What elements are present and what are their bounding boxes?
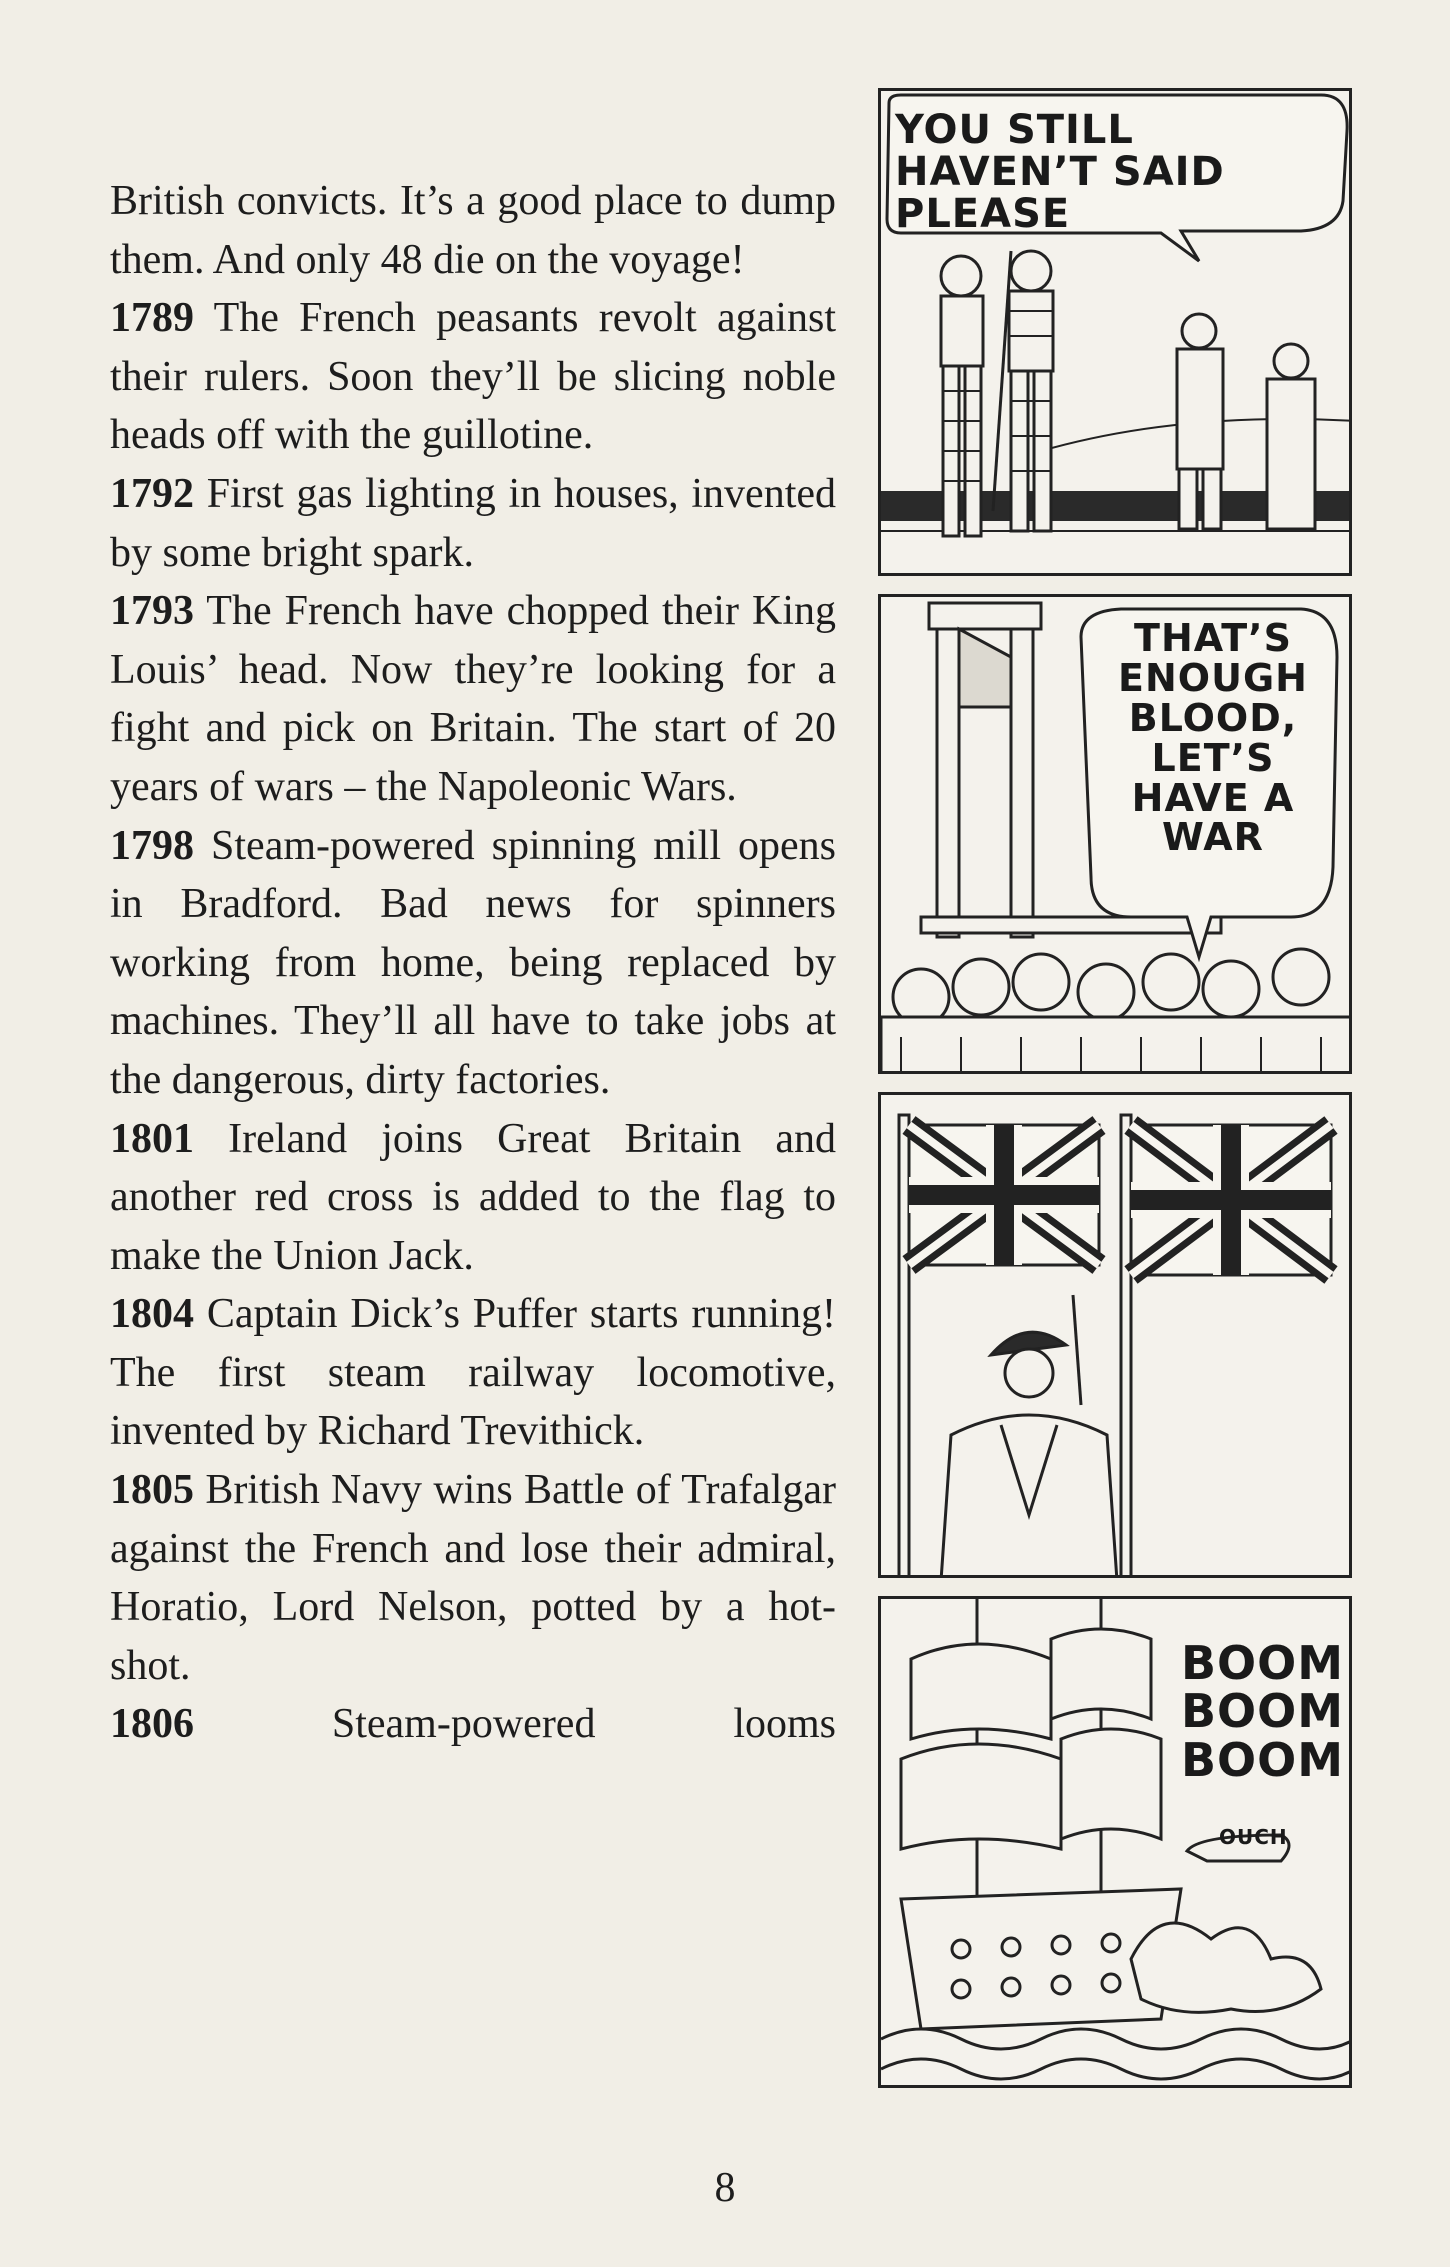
sfx-boom: BOOM BOOM BOOM — [1181, 1636, 1345, 1787]
entry-1804: 1804 Captain Dick’s Puffer starts running! The first steam railway locomotive, invented by Richard Trevithick. — [110, 1291, 836, 1455]
paragraph-convicts: British convicts. It’s a good place to dump them. And only 48 die on the voyage! — [110, 178, 836, 283]
sfx-ouch: OUCH — [1219, 1825, 1288, 1849]
cartoon-panel-convicts — [878, 88, 1352, 576]
cartoon-panel-guillotine — [878, 594, 1352, 1074]
page-number: 8 — [714, 2165, 736, 2211]
entry-1793: 1793 The French have chopped their King Louis’ head. Now they’re looking for a fight and pick on Britain. The start of 20 years of wars – the Napoleonic Wars. — [110, 588, 836, 810]
speech-bubble-please: YOU STILL HAVEN’T SAID PLEASE — [895, 107, 1225, 237]
entry-1801: 1801 Ireland joins Great Britain and another red cross is added to the flag to make the Union Jack. — [110, 1115, 836, 1279]
entry-1806: 1806 Steam-powered looms — [110, 1701, 836, 1748]
entry-1805: 1805 British Navy wins Battle of Trafalgar against the French and lose their admiral, Horatio, Lord Nelson, potted by a hot-shot. — [110, 1467, 836, 1689]
entry-1798: 1798 Steam-powered spinning mill opens in Bradford. Bad news for spinners working from home, being replaced by machines. They’ll all have to take jobs at the dangerous, dirty factories. — [110, 822, 836, 1103]
entry-1789: 1789 The French peasants revolt against their rulers. Soon they’ll be slicing noble heads off with the guillotine. — [110, 295, 836, 459]
union-flags-illustration — [881, 1095, 1352, 1578]
cartoon-panel-flags — [878, 1092, 1352, 1578]
speech-bubble-war: THAT’S ENOUGH BLOOD, LET’S HAVE A WAR — [1118, 616, 1308, 860]
cartoon-panel-ship — [878, 1596, 1352, 2088]
entry-1792: 1792 First gas lighting in houses, invented by some bright spark. — [110, 470, 836, 576]
body-text — [110, 172, 836, 1754]
